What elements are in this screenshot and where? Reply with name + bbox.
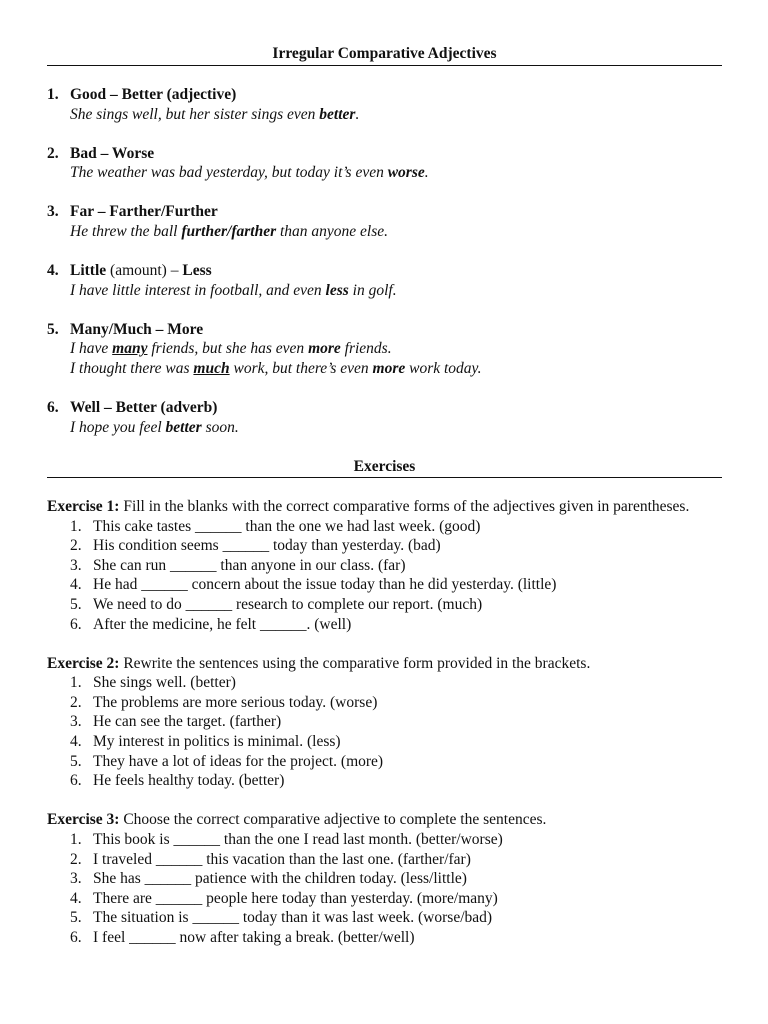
example-underlined-word xyxy=(193,360,229,377)
exercise-question xyxy=(47,732,722,752)
exercise-list xyxy=(47,517,722,635)
item-heading-bold-b: Less xyxy=(182,262,212,280)
question-number: 6. xyxy=(70,772,82,790)
item-number: 4. xyxy=(47,262,59,280)
exercise-question xyxy=(47,850,722,870)
question-text: We need to do ______ research to complete our report. (much) xyxy=(93,595,483,613)
item-number: 6. xyxy=(47,399,59,417)
example-sentence xyxy=(47,281,722,301)
question-text: She can run ______ than anyone in our class. (far) xyxy=(93,556,406,574)
exercise-question xyxy=(47,771,722,791)
example-text: soon. xyxy=(201,418,239,436)
item-heading-bold-a: Many/Much – More xyxy=(70,320,204,338)
question-text: After the medicine, he felt ______. (well) xyxy=(93,615,352,633)
example-text: friends, but she has even xyxy=(147,340,309,358)
question-text: This cake tastes ______ than the one we had last week. (good) xyxy=(93,517,481,535)
exercise-question xyxy=(47,673,722,693)
question-text: They have a lot of ideas for the project. (more) xyxy=(93,752,384,770)
adjective-item xyxy=(47,261,722,300)
example-bold-word: better xyxy=(165,418,202,436)
exercises-divider xyxy=(47,477,722,478)
example-sentence xyxy=(47,418,722,438)
question-text: He had ______ concern about the issue today than he did yesterday. (little) xyxy=(93,576,557,594)
adjective-item xyxy=(47,398,722,437)
question-number: 4. xyxy=(70,733,82,751)
example-underline: many xyxy=(112,340,148,358)
exercise-question xyxy=(47,712,722,732)
exercise-instruction-text: Fill in the blanks with the correct comparative forms of the adjectives given in parentheses. xyxy=(119,498,690,515)
question-text: He feels healthy today. (better) xyxy=(93,772,285,790)
question-text: She sings well. (better) xyxy=(93,674,236,692)
adjective-list xyxy=(47,85,722,457)
exercise-instruction xyxy=(47,810,722,830)
example-text: . xyxy=(424,164,429,182)
item-heading-bold-a: Bad – Worse xyxy=(70,144,155,162)
example-text: I thought there was xyxy=(70,359,194,377)
example-text: I have little interest in football, and even xyxy=(70,281,326,299)
item-heading-normal: (amount) – xyxy=(106,262,183,280)
example-text: I hope you feel xyxy=(70,418,166,436)
exercise-question xyxy=(47,595,722,615)
example-sentence xyxy=(47,339,722,359)
exercise-block xyxy=(47,654,722,791)
example-sentence xyxy=(47,163,722,183)
question-number: 6. xyxy=(70,615,82,633)
question-number: 3. xyxy=(70,713,82,731)
exercise-list xyxy=(47,830,722,948)
question-text: His condition seems ______ today than yesterday. (bad) xyxy=(93,537,441,555)
question-number: 5. xyxy=(70,909,82,927)
example-bold-word: more xyxy=(308,340,341,358)
example-text: friends. xyxy=(340,340,392,358)
page-title: Irregular Comparative Adjectives xyxy=(272,45,497,62)
exercise-instruction xyxy=(47,497,722,517)
question-text: She has ______ patience with the children today. (less/little) xyxy=(93,870,467,888)
example-text: . xyxy=(355,105,360,123)
exercises-section xyxy=(47,497,722,967)
question-number: 1. xyxy=(70,830,82,848)
question-number: 4. xyxy=(70,889,82,907)
question-number: 4. xyxy=(70,576,82,594)
adjective-item xyxy=(47,144,722,183)
exercise-question xyxy=(47,517,722,537)
example-text: I have xyxy=(70,340,113,358)
item-heading-bold-a: Far – Farther/Further xyxy=(70,203,218,221)
example-bold-word: worse xyxy=(387,164,425,182)
exercise-block xyxy=(47,810,722,947)
exercise-block xyxy=(47,497,722,634)
exercise-instruction xyxy=(47,654,722,674)
item-number: 5. xyxy=(47,320,59,338)
question-text: The problems are more serious today. (worse) xyxy=(93,693,378,711)
example-text: She sings well, but her sister sings even xyxy=(70,105,320,123)
exercise-question xyxy=(47,615,722,635)
example-text: work, but there’s even xyxy=(229,359,373,377)
question-text: I feel ______ now after taking a break. (better/well) xyxy=(93,928,415,946)
item-heading xyxy=(47,144,722,164)
question-text: My interest in politics is minimal. (less) xyxy=(93,733,341,751)
example-text: than anyone else. xyxy=(276,222,389,240)
adjective-item xyxy=(47,320,722,379)
question-number: 2. xyxy=(70,850,82,868)
item-heading xyxy=(47,202,722,222)
example-text: in golf. xyxy=(348,281,397,299)
example-sentence xyxy=(47,359,722,379)
item-number: 3. xyxy=(47,203,59,221)
item-heading-bold-a: Little xyxy=(70,262,107,280)
item-number: 2. xyxy=(47,144,59,162)
exercise-question xyxy=(47,869,722,889)
title-divider xyxy=(47,65,722,66)
exercise-question xyxy=(47,908,722,928)
exercise-label: Exercise 2: xyxy=(47,654,120,672)
item-heading xyxy=(47,320,722,340)
example-text: He threw the ball xyxy=(70,222,182,240)
example-sentence xyxy=(47,222,722,242)
item-heading-bold-a: Well – Better (adverb) xyxy=(70,399,218,417)
exercise-question xyxy=(47,575,722,595)
question-number: 1. xyxy=(70,517,82,535)
exercise-question xyxy=(47,536,722,556)
question-number: 1. xyxy=(70,674,82,692)
exercise-list xyxy=(47,673,722,791)
exercise-question xyxy=(47,928,722,948)
exercise-question xyxy=(47,830,722,850)
exercise-instruction-text: Choose the correct comparative adjective to complete the sentences. xyxy=(119,811,547,829)
example-text: The weather was bad yesterday, but today it’s even xyxy=(70,164,388,182)
question-number: 6. xyxy=(70,928,82,946)
exercise-label: Exercise 1: xyxy=(47,498,120,515)
item-heading-bold-a: Good – Better (adjective) xyxy=(70,86,237,103)
question-number: 5. xyxy=(70,595,82,613)
adjective-item xyxy=(47,85,722,124)
exercises-heading: Exercises xyxy=(353,458,416,475)
exercise-instruction-text: Rewrite the sentences using the comparative form provided in the brackets. xyxy=(119,654,591,672)
example-text: work today. xyxy=(405,359,482,377)
question-number: 2. xyxy=(70,693,82,711)
exercise-label: Exercise 3: xyxy=(47,811,120,829)
example-bold-word: less xyxy=(325,281,349,299)
exercise-question xyxy=(47,556,722,576)
question-number: 3. xyxy=(70,870,82,888)
question-text: I traveled ______ this vacation than the last one. (farther/far) xyxy=(93,850,471,868)
example-bold-word: further/farther xyxy=(181,222,277,240)
item-number: 1. xyxy=(47,86,59,103)
example-underlined-word xyxy=(112,340,147,357)
example-underline: much xyxy=(193,359,230,377)
question-text: There are ______ people here today than yesterday. (more/many) xyxy=(93,889,498,907)
exercise-question xyxy=(47,889,722,909)
adjective-item xyxy=(47,202,722,241)
exercise-question xyxy=(47,693,722,713)
example-bold-word: better xyxy=(319,105,356,123)
question-number: 2. xyxy=(70,537,82,555)
example-sentence xyxy=(47,105,722,125)
question-text: He can see the target. (farther) xyxy=(93,713,282,731)
question-text: This book is ______ than the one I read last month. (better/worse) xyxy=(93,830,503,848)
exercise-question xyxy=(47,752,722,772)
question-number: 3. xyxy=(70,556,82,574)
question-text: The situation is ______ today than it was last week. (worse/bad) xyxy=(93,909,493,927)
item-heading xyxy=(47,85,722,105)
item-heading xyxy=(47,398,722,418)
item-heading xyxy=(47,261,722,281)
question-number: 5. xyxy=(70,752,82,770)
example-bold-word: more xyxy=(372,359,406,377)
